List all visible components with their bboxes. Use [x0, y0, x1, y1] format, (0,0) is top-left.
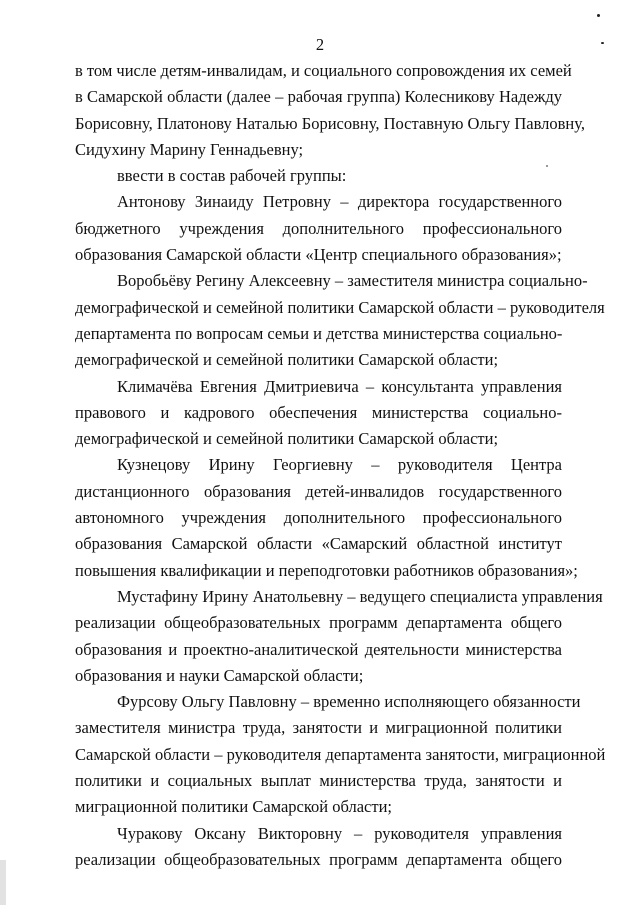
- text-line: ввести в состав рабочей группы:: [117, 166, 347, 186]
- document-body: [75, 58, 606, 873]
- text-line: бюджетного учреждения дополнительного профессионального: [75, 218, 562, 238]
- text-line: образования Самарской области «Самарский областной институт: [75, 534, 562, 554]
- text-line: образования Самарской области «Центр специального образования»;: [75, 245, 562, 265]
- para-introduce: [75, 163, 562, 189]
- text-line: автономного учреждения дополнительного профессионального: [75, 508, 562, 528]
- text-line: Воробьёву Регину Алексеевну – заместителя министра социально-: [117, 271, 588, 291]
- text-line: политики и социальных выплат министерства труда, занятости и: [75, 771, 562, 791]
- text-line: демографической и семейной политики Самарской области;: [75, 350, 499, 370]
- para-continuation: [75, 58, 585, 163]
- para-mustafina: [75, 584, 603, 689]
- text-line: реализации общеобразовательных программ департамента общего: [75, 849, 562, 869]
- text-line: Мустафину Ирину Анатольевну – ведущего специалиста управления: [117, 586, 603, 606]
- text-line: образования и проектно-аналитической деятельности министерства: [75, 639, 562, 659]
- text-line: реализации общеобразовательных программ департамента общего: [75, 613, 562, 633]
- text-line: Сидухину Марину Геннадьевну;: [75, 139, 304, 159]
- text-line: Борисовну, Платонову Наталью Борисовну, Поставную Ольгу Павловну,: [75, 113, 585, 133]
- para-klimachev: [75, 374, 562, 453]
- scan-speck: [597, 14, 600, 17]
- scan-edge-shadow: [0, 860, 6, 905]
- text-line: департамента по вопросам семьи и детства министерства социально-: [75, 323, 563, 343]
- text-line: Климачёва Евгения Дмитриевича – консультанта управления: [117, 376, 562, 396]
- text-line: демографической и семейной политики Самарской области;: [75, 429, 499, 449]
- text-line: миграционной политики Самарской области;: [75, 797, 393, 817]
- text-line: заместителя министра труда, занятости и миграционной политики: [75, 718, 562, 738]
- para-antonova: [75, 189, 562, 268]
- text-line: Самарской области – руководителя департамента занятости, миграционной: [75, 744, 606, 764]
- scan-speck: [601, 42, 604, 44]
- text-line: образования и науки Самарской области;: [75, 665, 364, 685]
- para-churakova: [75, 821, 562, 874]
- text-line: Фурсову Ольгу Павловну – временно исполняющего обязанности: [117, 692, 581, 712]
- page-number: 2: [315, 35, 325, 54]
- text-line: Кузнецову Ирину Георгиевну – руководителя Центра: [117, 455, 562, 475]
- text-line: демографической и семейной политики Самарской области – руководителя: [75, 297, 605, 317]
- para-fursova: [75, 689, 606, 820]
- para-vorobyeva: [75, 268, 605, 373]
- text-line: Антонову Зинаиду Петровну – директора государственного: [117, 192, 562, 212]
- para-kuznetsova: [75, 452, 578, 583]
- text-line: дистанционного образования детей-инвалидов государственного: [75, 481, 562, 501]
- text-line: Чуракову Оксану Викторовну – руководителя управления: [117, 823, 562, 843]
- text-line: правового и кадрового обеспечения министерства социально-: [75, 402, 562, 422]
- text-line: в том числе детям-инвалидам, и социального сопровождения их семей: [75, 61, 572, 80]
- text-line: в Самарской области (далее – рабочая группа) Колесникову Надежду: [75, 87, 562, 107]
- text-line: повышения квалификации и переподготовки работников образования»;: [75, 560, 578, 580]
